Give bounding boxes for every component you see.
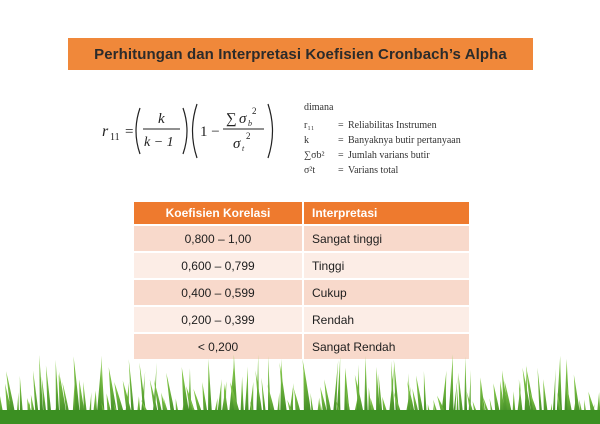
formula-sigma-sum: ∑	[226, 111, 237, 127]
cell-koefisien: 0,400 – 0,599	[134, 279, 303, 306]
formula-sigma-t-sq: 2	[246, 131, 251, 141]
formula-sigma-b-sub: b	[248, 119, 252, 128]
cronbach-alpha-formula	[100, 96, 290, 166]
formula-r-sub: 11	[110, 132, 120, 143]
page-title: Perhitungan dan Interpretasi Koefisien Cronbach’s Alpha	[94, 45, 507, 63]
cell-interpretasi: Tinggi	[303, 252, 469, 279]
interpretation-table	[134, 202, 469, 359]
formula-sigma-t: σ	[233, 136, 241, 152]
formula-legend	[304, 102, 534, 178]
legend-item	[304, 118, 534, 133]
left-paren-2	[193, 104, 198, 158]
cell-koefisien: 0,800 – 1,00	[134, 225, 303, 252]
legend-text: Jumlah varians butir	[348, 150, 430, 161]
legend-symbol: ∑σb²	[304, 150, 325, 161]
formula-sigma-b: σ	[239, 111, 247, 127]
legend-sep: =	[338, 120, 344, 131]
right-paren-1	[183, 108, 187, 154]
cell-interpretasi: Rendah	[303, 306, 469, 333]
legend-symbol: r₁₁	[304, 120, 315, 131]
legend-item	[304, 163, 534, 178]
cell-koefisien: 0,200 – 0,399	[134, 306, 303, 333]
left-paren-1	[136, 108, 140, 154]
cell-koefisien: < 0,200	[134, 333, 303, 359]
cell-interpretasi: Cukup	[303, 279, 469, 306]
formula-equals: =	[125, 124, 134, 140]
legend-sep: =	[338, 150, 344, 161]
right-paren-2	[268, 104, 273, 158]
table-row	[134, 306, 469, 333]
table-row	[134, 225, 469, 252]
legend-text: Reliabilitas Instrumen	[348, 120, 437, 131]
legend-item	[304, 148, 534, 163]
column-header-koefisien: Koefisien Korelasi	[134, 202, 303, 225]
legend-intro: dimana	[304, 102, 334, 113]
title-bar	[68, 38, 533, 70]
cell-interpretasi: Sangat Rendah	[303, 333, 469, 359]
formula-svg	[100, 96, 290, 166]
legend-text: Varians total	[348, 165, 399, 176]
formula-sigma-b-sq: 2	[252, 106, 257, 116]
cell-koefisien: 0,600 – 0,799	[134, 252, 303, 279]
legend-sep: =	[338, 165, 344, 176]
table-row	[134, 252, 469, 279]
formula-k-num: k	[158, 111, 165, 127]
table-header-row	[134, 202, 469, 225]
grass-strip-icon	[0, 350, 600, 424]
legend-sep: =	[338, 135, 344, 146]
cell-interpretasi: Sangat tinggi	[303, 225, 469, 252]
table-row	[134, 279, 469, 306]
formula-k-den: k − 1	[144, 135, 174, 150]
legend-text: Banyaknya butir pertanyaan	[348, 135, 461, 146]
formula-one-minus: 1 −	[200, 124, 220, 140]
legend-item	[304, 133, 534, 148]
legend-symbol: k	[304, 135, 309, 146]
formula-sigma-t-sub: t	[242, 144, 245, 153]
column-header-interpretasi: Interpretasi	[303, 202, 469, 225]
legend-symbol: σ²t	[304, 165, 316, 176]
formula-r: r	[102, 123, 109, 140]
